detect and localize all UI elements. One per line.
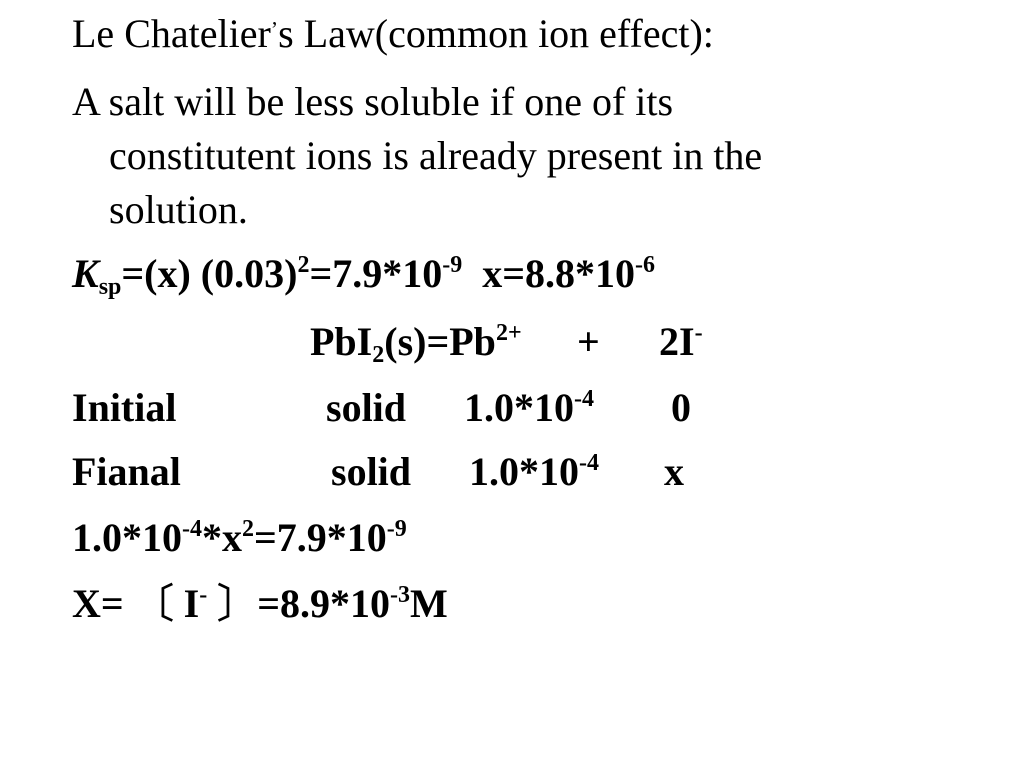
product-a: 1.0*10 [72,515,182,560]
final-conc-sup: -4 [579,450,599,476]
final-concentration [469,449,599,494]
initial-solid: solid [326,385,407,430]
answer-equation [72,581,448,626]
equation-iodide-text: 2I [659,319,695,364]
title-text-2: s Law(common ion effect): [278,11,714,56]
title-text-1: Le Chatelier [72,11,271,56]
ksp-equation [72,251,656,300]
product-equation [72,515,407,560]
final-label: Fianal [72,449,181,494]
ksp-part-3: x=8.8*10 [462,251,636,296]
product-c-sup: -9 [386,516,407,542]
answer-a: X= 〔 I [72,581,200,626]
ksp-part-2: =7.9*10 [309,251,443,296]
equation-subscript: 2 [372,342,385,368]
initial-value: 0 [671,385,691,430]
final-solid: solid [331,449,412,494]
answer-b-sup: -3 [390,582,411,608]
equation-sup-2: - [694,320,703,346]
ksp-subscript: sp [98,274,122,300]
product-a-sup: -4 [182,516,202,542]
product-b-sup: 2 [242,516,254,542]
statement-line-3: solution. [109,187,248,232]
ksp-sup-2: -9 [442,252,463,278]
product-c: =7.9*10 [254,515,387,560]
ksp-k: K [72,251,99,296]
equation-sup-1: 2+ [495,320,522,346]
title-mark: ʼ [270,17,279,42]
ksp-sup-3: -6 [635,252,656,278]
equation-pbi: PbI [310,319,373,364]
ksp-sup-1: 2 [297,252,310,278]
initial-concentration [464,385,594,430]
slide-title [72,11,714,56]
initial-conc-sup: -4 [574,386,594,412]
answer-c: M [410,581,448,626]
equation-iodide [659,319,703,364]
statement-line-2: constitutent ions is already present in the [109,133,763,178]
initial-label: Initial [72,385,177,430]
answer-a-sup: - [199,582,208,608]
equation-mid: (s)=Pb [384,319,496,364]
product-b: *x [202,515,242,560]
dissolution-equation [310,319,522,368]
equation-plus: + [577,319,600,364]
ksp-part-1: =(x) (0.03) [121,251,298,296]
initial-conc-text: 1.0*10 [464,385,574,430]
answer-b: 〕=8.9*10 [207,581,391,626]
final-value: x [664,449,684,494]
final-conc-text: 1.0*10 [469,449,579,494]
statement-line-1: A salt will be less soluble if one of its [72,79,674,124]
